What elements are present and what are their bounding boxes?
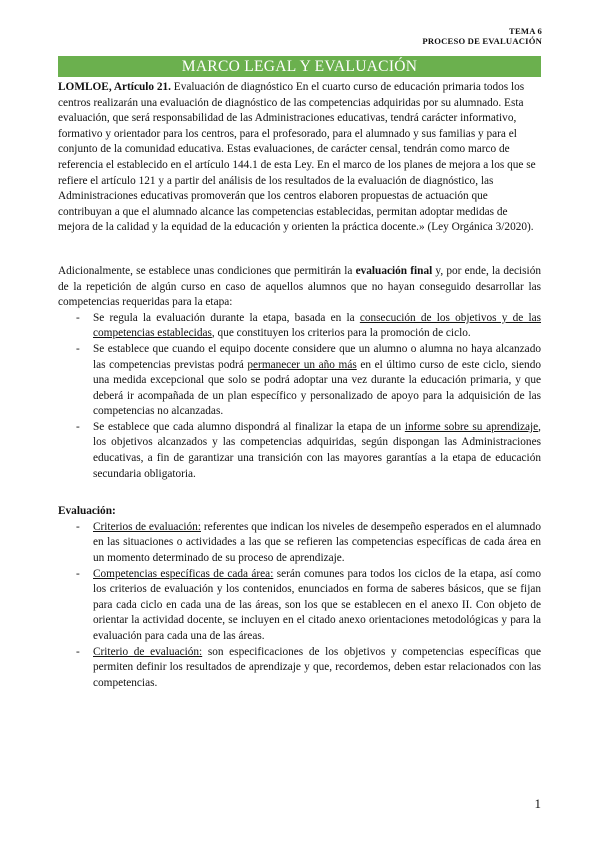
page-number: 1 [534,796,541,811]
list-item: - Criterio de evaluación: son especificaciones de los objetivos y competencias específicas que permiten definir los resultados de aprendizaje y que, recordemos, deben estar relacionados con las competencias. [76,645,541,689]
document-body [58,80,541,691]
list-item: - Se establece que cada alumno dispondrá al finalizar la etapa de un informe sobre su aprendizaje, los objetivos alcanzados y las competencias adquiridas, según dispongan las Administraciones educativas, a fin de garantizar una transición con las mayores garantías a la etapa de educación secundaria obligatoria. [76,420,541,480]
adicional-paragraph: Adicionalmente, se establece unas condiciones que permitirán la evaluación final y, por ende, la decisión de la repetición de algún curso en caso de aquellos alumnos que no hayan conseguido desarrollar las competencias requeridas para la etapa: [58,264,541,309]
list-item: - Se regula la evaluación durante la etapa, basada en la consecución de los objetivos y de las competencias establecidas, que constituyen los criterios para la promoción de ciclo. [76,311,542,340]
evaluacion-final-term: evaluación final [355,264,433,277]
evaluacion-list [58,520,541,692]
lomloe-lead: LOMLOE, Artículo 21. [58,81,171,93]
list-item: - Competencias específicas de cada área: serán comunes para todos los ciclos de la etapa, así como los criterios de evaluación y los contenidos, enunciados en forma de saberes básicos, que se fijan para cada ciclo en cada una de las áreas, son los que se establecen en el anexo II. Con objeto de orientar la actividad docente, se incluyen en el citado anexo orientaciones metodológicas y para la evaluación para cada una de las áreas. [76,567,541,642]
section-title-bar [58,56,541,77]
lomloe-text: Evaluación de diagnóstico En el cuarto curso de educación primaria todos los centros realizarán una evaluación de diagnóstico de las competencias adquiridas por su alumnado. Esta evaluación, que será responsabilidad de las Administraciones educativas, tendrá carácter informativo, formativo y orientador para los centros, para el profesorado, para el alumnado y sus familias y para el conjunto de la comunidad educativa. Estas evaluaciones, de carácter censal, tendrán como marco de referencia el establecido en el artículo 144.1 de esta Ley. En el marco de los planes de mejora a los que se refiere el artículo 121 y a partir del análisis de los resultados de la evaluación de diagnóstico, las Administraciones educativas promoverán que los centros elaboren propuestas de actuación que contribuyan a que el alumnado alcance las competencias establecidas, permitan adoptar medidas de mejora de la calidad y la equidad de la educación y orienten la práctica docente.» (Ley Orgánica 3/2020). [58,81,536,234]
lomloe-paragraph [58,80,541,236]
header-tema: TEMA 6 [509,26,542,36]
conditions-list [58,311,541,483]
section-title: MARCO LEGAL Y EVALUACIÓN [181,58,418,75]
list-item: - Se establece que cuando el equipo docente considere que un alumno o alumna no haya alcanzado las competencias previstas podrá permanecer un año más en el último curso de este ciclo, siendo una medida excepcional que solo se podrá adoptar una vez durante la educación primaria, y que deberá ir acompañada de un plan específico y personalizado de apoyo para la adquisición de las competencias no alcanzadas. [76,342,541,418]
document-header [422,26,542,46]
header-subtitle: PROCESO DE EVALUACIÓN [422,36,542,46]
list-item: - Criterios de evaluación: referentes que indican los niveles de desempeño esperados en el alumnado en las situaciones o actividades a las que se refieren las competencias específicas de cada área en un momento determinado de su proceso de aprendizaje. [76,520,541,565]
evaluacion-heading: Evaluación: [58,505,116,518]
